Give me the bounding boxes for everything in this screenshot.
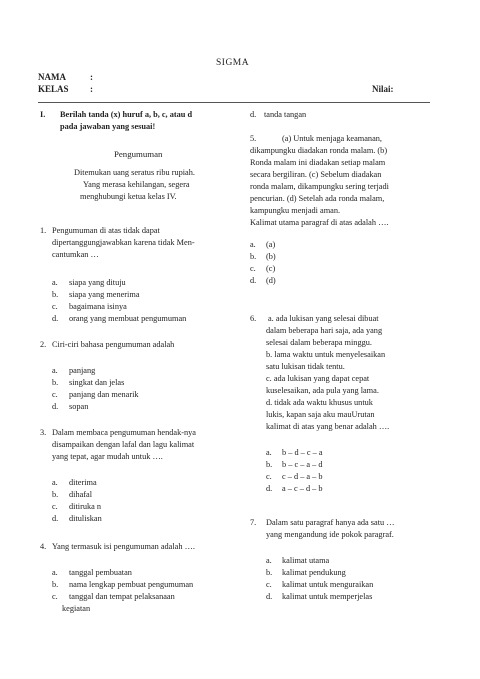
question-line: satu lukisan tidak tentu. bbox=[266, 362, 345, 371]
option-letter: a. bbox=[250, 240, 256, 249]
option-text: siapa yang dituju bbox=[69, 278, 126, 287]
question-line: Yang termasuk isi pengumuman adalah …. bbox=[52, 542, 195, 551]
nama-label: NAMA bbox=[38, 72, 66, 82]
question-line: kalimat di atas yang benar adalah …. bbox=[266, 422, 390, 431]
question-number: 6. bbox=[250, 314, 257, 323]
question-line: disampaikan dengan lafal dan lagu kalimat bbox=[52, 440, 195, 449]
option-letter: c. bbox=[52, 502, 58, 511]
question-line: pencurian. (d) Setelah ada ronda malam, bbox=[250, 194, 385, 203]
option-text: c – d – a – b bbox=[282, 472, 323, 481]
option-letter: d. bbox=[250, 110, 257, 119]
option-text: (b) bbox=[266, 252, 276, 261]
option-text: (c) bbox=[266, 264, 276, 273]
option-letter: b. bbox=[266, 568, 273, 577]
question-line: d. tidak ada waktu khusus untuk bbox=[266, 398, 373, 407]
question-line: ronda malam, dikampungku sering terjadi bbox=[250, 182, 389, 191]
option-text: panjang dan menarik bbox=[69, 390, 139, 399]
option-letter: a. bbox=[266, 556, 272, 565]
option-letter: c. bbox=[52, 592, 58, 601]
option-text: sopan bbox=[69, 402, 89, 411]
question-line: lukis, kapan saja aku mauUrutan bbox=[266, 410, 375, 419]
option-letter: b. bbox=[52, 290, 59, 299]
option-letter: d. bbox=[266, 592, 273, 601]
question-line: dalam beberapa hari saja, ada yang bbox=[266, 326, 383, 335]
page-title: SIGMA bbox=[216, 58, 250, 68]
kelas-label: KELAS bbox=[38, 84, 69, 94]
option-letter: d. bbox=[250, 276, 257, 285]
option-letter: c. bbox=[250, 264, 256, 273]
option-letter: c. bbox=[266, 472, 272, 481]
option-letter: c. bbox=[266, 580, 272, 589]
option-text: orang yang membuat pengumuman bbox=[69, 314, 187, 323]
option-letter: b. bbox=[250, 252, 257, 261]
option-letter: a. bbox=[52, 278, 58, 287]
option-text: siapa yang menerima bbox=[69, 290, 140, 299]
option-letter: d. bbox=[52, 402, 59, 411]
option-letter: c. bbox=[52, 302, 58, 311]
option-text: tanda tangan bbox=[264, 110, 307, 119]
option-text: nama lengkap pembuat pengumuman bbox=[69, 580, 194, 589]
option-letter: c. bbox=[52, 390, 58, 399]
option-text: (d) bbox=[266, 276, 276, 285]
option-text: kalimat untuk memperjelas bbox=[282, 592, 373, 601]
question-number: 1. bbox=[40, 226, 47, 235]
question-line: yang tepat, agar mudah untuk …. bbox=[52, 452, 163, 461]
option-text: panjang bbox=[69, 366, 96, 375]
option-letter: b. bbox=[52, 580, 59, 589]
option-letter: a. bbox=[52, 478, 58, 487]
option-letter: a. bbox=[52, 366, 58, 375]
question-number: 3. bbox=[40, 428, 47, 437]
question-line: b. lama waktu untuk menyelesaikan bbox=[266, 350, 386, 359]
question-line: selesai dalam beberapa minggu. bbox=[266, 338, 372, 347]
announcement-line: Ditemukan uang seratus ribu rupiah. bbox=[74, 168, 195, 177]
option-text: (a) bbox=[266, 240, 276, 249]
question-line: yang mengandung ide pokok paragraf. bbox=[266, 530, 394, 539]
option-letter: a. bbox=[52, 568, 58, 577]
question-number: 5. bbox=[250, 134, 257, 143]
question-line: (a) Untuk menjaga keamanan, bbox=[282, 134, 382, 143]
question-line: Ciri-ciri bahasa pengumuman adalah bbox=[52, 340, 175, 349]
option-text: dihafal bbox=[69, 490, 93, 499]
option-text: dituliskan bbox=[69, 514, 102, 523]
option-text: tanggal dan tempat pelaksanaan bbox=[69, 592, 175, 601]
option-text: kalimat utama bbox=[282, 556, 330, 565]
question-line: dikampungku diadakan ronda malam. (b) bbox=[250, 146, 388, 155]
option-continuation: kegiatan bbox=[62, 604, 91, 613]
option-letter: d. bbox=[52, 514, 59, 523]
option-text: kalimat untuk menguraikan bbox=[282, 580, 374, 589]
nama-colon: : bbox=[90, 72, 93, 82]
kelas-colon: : bbox=[90, 84, 93, 94]
option-text: tanggal pembuatan bbox=[69, 568, 132, 577]
option-text: a – c – d – b bbox=[282, 484, 323, 493]
question-line: Dalam membaca pengumuman hendak-nya bbox=[52, 428, 196, 437]
question-number: 4. bbox=[40, 542, 47, 551]
header-divider bbox=[38, 102, 430, 103]
option-letter: d. bbox=[266, 484, 273, 493]
question-line: cantumkan … bbox=[52, 250, 99, 259]
question-number: 2. bbox=[40, 340, 47, 349]
option-text: b – d – c – a bbox=[282, 448, 323, 457]
announcement-line: Yang merasa kehilangan, segera bbox=[83, 180, 190, 189]
option-letter: b. bbox=[266, 460, 273, 469]
option-letter: a. bbox=[266, 448, 272, 457]
section-roman: I. bbox=[40, 110, 46, 119]
announcement-heading: Pengumuman bbox=[114, 149, 163, 159]
question-line: Dalam satu paragraf hanya ada satu … bbox=[266, 518, 395, 527]
option-text: kalimat pendukung bbox=[282, 568, 346, 577]
option-text: b – c – a – d bbox=[282, 460, 323, 469]
nilai-label: Nilai: bbox=[372, 84, 394, 94]
option-text: bagaimana isinya bbox=[69, 302, 127, 311]
option-text: ditiruka n bbox=[69, 502, 102, 511]
section-instruction-line-1: Berilah tanda (x) huruf a, b, c, atau d bbox=[60, 110, 193, 119]
option-letter: d. bbox=[52, 314, 59, 323]
option-letter: b. bbox=[52, 490, 59, 499]
question-line: Pengumuman di atas tidak dapat bbox=[52, 226, 160, 235]
question-line: a. ada lukisan yang selesai dibuat bbox=[268, 314, 379, 323]
question-line: dipertanggungjawabkan karena tidak Men- bbox=[52, 238, 195, 247]
option-text: diterima bbox=[69, 478, 97, 487]
question-line: Kalimat utama paragraf di atas adalah …. bbox=[250, 218, 389, 227]
question-line: secara bergiliran. (c) Sebelum diadakan bbox=[250, 170, 382, 179]
question-line: kuselesaikan, ada pula yang lama. bbox=[266, 386, 379, 395]
section-instruction-line-2: pada jawaban yang sesuai! bbox=[60, 122, 156, 131]
question-number: 7. bbox=[250, 518, 257, 527]
question-line: kampungku menjadi aman. bbox=[250, 206, 341, 215]
option-letter: b. bbox=[52, 378, 59, 387]
question-line: Ronda malam ini diadakan setiap malam bbox=[250, 158, 386, 167]
announcement-line: menghubungi ketua kelas IV. bbox=[80, 192, 177, 201]
option-text: singkat dan jelas bbox=[69, 378, 125, 387]
question-line: c. ada lukisan yang dapat cepat bbox=[266, 374, 370, 383]
